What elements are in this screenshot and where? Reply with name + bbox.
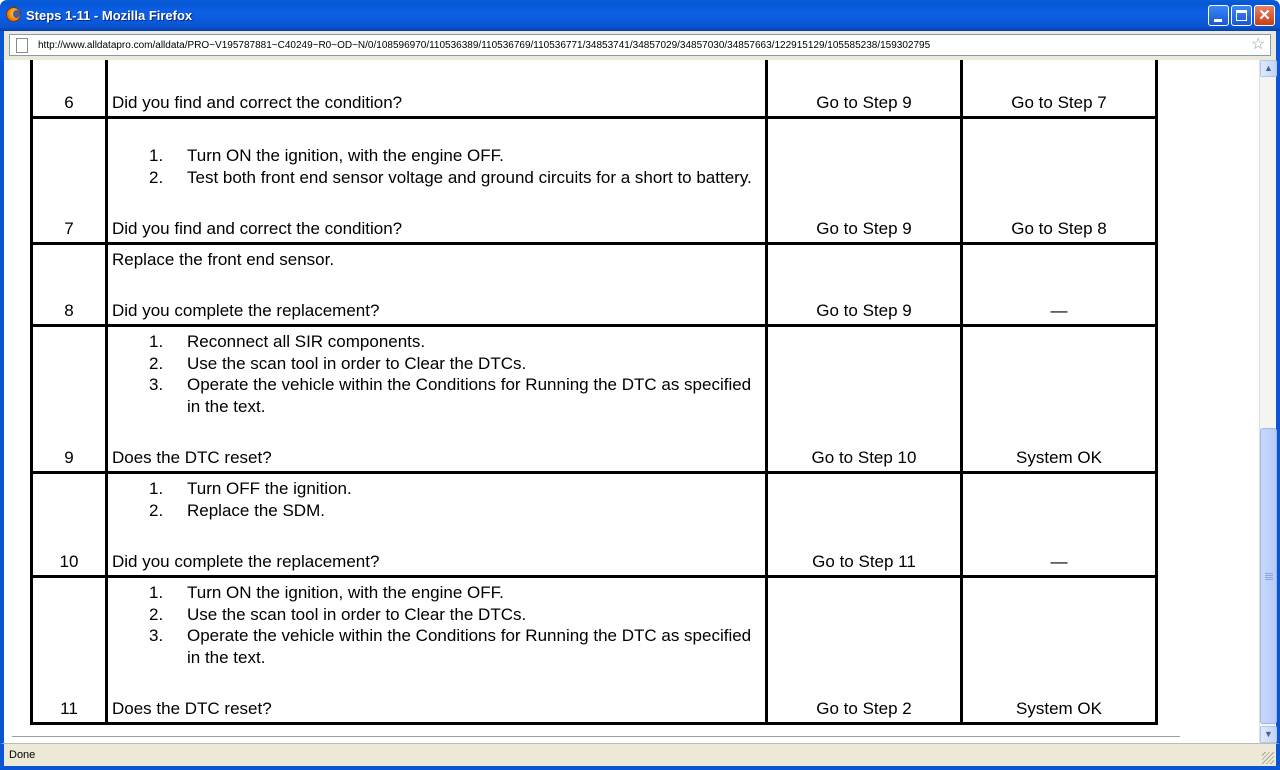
spacer bbox=[112, 270, 761, 300]
step-question: Did you find and correct the condition? bbox=[112, 93, 403, 112]
step-row bbox=[32, 60, 1157, 118]
grip-line bbox=[1265, 573, 1273, 574]
list-item bbox=[112, 478, 761, 500]
step-yes-result: Go to Step 9 bbox=[767, 60, 962, 118]
step-yes-result: Go to Step 9 bbox=[767, 244, 962, 326]
minimize-button[interactable] bbox=[1208, 5, 1229, 26]
maximize-icon bbox=[1236, 10, 1247, 21]
close-button[interactable] bbox=[1254, 5, 1275, 26]
list-item-number: 2. bbox=[149, 500, 164, 520]
list-item-number: 2. bbox=[149, 353, 164, 373]
list-item bbox=[112, 353, 761, 375]
list-item bbox=[112, 582, 761, 604]
step-instructions-list bbox=[112, 478, 761, 521]
list-item-number: 1. bbox=[149, 583, 164, 602]
window-title: Steps 1-11 - Mozilla Firefox bbox=[26, 8, 193, 23]
step-row bbox=[32, 244, 1157, 326]
step-instructions-list bbox=[112, 582, 761, 668]
title-bar[interactable] bbox=[0, 0, 1280, 31]
step-row bbox=[32, 118, 1157, 244]
bookmark-star-icon[interactable]: ☆ bbox=[1251, 36, 1266, 53]
scroll-up-button[interactable] bbox=[1260, 60, 1277, 77]
vertical-scrollbar[interactable] bbox=[1259, 60, 1276, 743]
url-text[interactable]: http://www.alldatapro.com/alldata/PRO~V195787881~C40249~R0~OD~N/0/108596970/110536389/110536769/110536771/34853741/34857029/34857030/34857663/122915129/105585238/159302795 bbox=[38, 40, 931, 51]
close-icon: ✕ bbox=[1258, 7, 1271, 24]
list-item-text: Turn OFF the ignition. bbox=[187, 479, 352, 498]
step-number: 10 bbox=[32, 473, 107, 577]
step-no-result: — bbox=[962, 244, 1157, 326]
list-item-number: 2. bbox=[149, 167, 164, 187]
step-action bbox=[107, 244, 767, 326]
resize-grip-icon[interactable] bbox=[1262, 752, 1274, 764]
step-yes-result: Go to Step 2 bbox=[767, 577, 962, 724]
list-item-number: 3. bbox=[149, 626, 164, 645]
address-bar bbox=[0, 31, 1280, 60]
list-item-text: Turn ON the ignition, with the engine OFF. bbox=[187, 583, 504, 602]
step-number: 8 bbox=[32, 244, 107, 326]
page-icon bbox=[16, 38, 28, 53]
step-no-result: Go to Step 7 bbox=[962, 60, 1157, 118]
step-number: 11 bbox=[32, 577, 107, 724]
step-no-result: System OK bbox=[962, 326, 1157, 473]
list-item-number: 1. bbox=[149, 332, 164, 351]
maximize-button[interactable] bbox=[1231, 5, 1252, 26]
list-item-text: Reconnect all SIR components. bbox=[187, 332, 426, 351]
chevron-up-icon: ▲ bbox=[1264, 63, 1273, 73]
step-question: Does the DTC reset? bbox=[112, 699, 272, 718]
steps-table bbox=[30, 60, 1158, 725]
step-instructions-list bbox=[112, 145, 761, 188]
status-text: Done bbox=[9, 749, 36, 761]
step-question: Does the DTC reset? bbox=[112, 448, 272, 467]
step-no-result: — bbox=[962, 473, 1157, 577]
step-instructions-list bbox=[112, 331, 761, 417]
list-item bbox=[112, 167, 761, 189]
step-action bbox=[107, 473, 767, 577]
step-question: Did you complete the replacement? bbox=[112, 301, 380, 320]
list-item-number: 3. bbox=[149, 375, 164, 394]
list-item-number: 2. bbox=[149, 604, 164, 624]
grip-line bbox=[1265, 579, 1273, 580]
firefox-logo-icon bbox=[6, 7, 21, 22]
step-action bbox=[107, 118, 767, 244]
url-field[interactable] bbox=[9, 34, 1271, 56]
step-row bbox=[32, 326, 1157, 473]
list-item-text: Turn ON the ignition, with the engine OFF. bbox=[187, 146, 504, 165]
spacer bbox=[112, 521, 761, 551]
chevron-down-icon: ▼ bbox=[1264, 729, 1273, 739]
step-yes-result: Go to Step 9 bbox=[767, 118, 962, 244]
step-action bbox=[107, 60, 767, 118]
minimize-icon bbox=[1214, 19, 1222, 22]
step-row bbox=[32, 577, 1157, 724]
list-item-text: Replace the SDM. bbox=[187, 500, 325, 520]
scroll-thumb[interactable] bbox=[1260, 428, 1277, 724]
page-content bbox=[4, 60, 1259, 743]
scroll-down-button[interactable] bbox=[1260, 726, 1277, 743]
list-item bbox=[112, 145, 761, 167]
list-item bbox=[112, 374, 761, 417]
step-no-result: System OK bbox=[962, 577, 1157, 724]
spacer bbox=[112, 417, 761, 447]
list-item-number: 1. bbox=[149, 146, 164, 165]
list-item bbox=[112, 604, 761, 626]
status-bar bbox=[0, 743, 1280, 770]
grip-line bbox=[1265, 575, 1273, 576]
step-number: 9 bbox=[32, 326, 107, 473]
step-number: 6 bbox=[32, 60, 107, 118]
list-item-text: Operate the vehicle within the Conditions for Running the DTC as specified in the text. bbox=[187, 626, 752, 667]
step-question: Did you complete the replacement? bbox=[112, 552, 380, 571]
step-question: Did you find and correct the condition? bbox=[112, 219, 403, 238]
step-yes-result: Go to Step 10 bbox=[767, 326, 962, 473]
step-row bbox=[32, 473, 1157, 577]
list-item bbox=[112, 331, 761, 353]
list-item bbox=[112, 500, 761, 522]
list-item-text: Test both front end sensor voltage and ground circuits for a short to battery. bbox=[187, 167, 752, 187]
step-number: 7 bbox=[32, 118, 107, 244]
list-item-number: 1. bbox=[149, 479, 164, 498]
step-no-result: Go to Step 8 bbox=[962, 118, 1157, 244]
list-item-text: Use the scan tool in order to Clear the DTCs. bbox=[187, 604, 527, 624]
grip-line bbox=[1265, 577, 1273, 578]
list-item-text: Use the scan tool in order to Clear the DTCs. bbox=[187, 353, 527, 373]
list-item-text: Operate the vehicle within the Conditions for Running the DTC as specified in the text. bbox=[187, 375, 752, 416]
content-divider bbox=[12, 736, 1180, 737]
spacer bbox=[112, 668, 761, 698]
step-yes-result: Go to Step 11 bbox=[767, 473, 962, 577]
spacer bbox=[112, 188, 761, 218]
step-action bbox=[107, 326, 767, 473]
list-item bbox=[112, 625, 761, 668]
step-action bbox=[107, 577, 767, 724]
step-instruction-text: Replace the front end sensor. bbox=[112, 250, 335, 269]
